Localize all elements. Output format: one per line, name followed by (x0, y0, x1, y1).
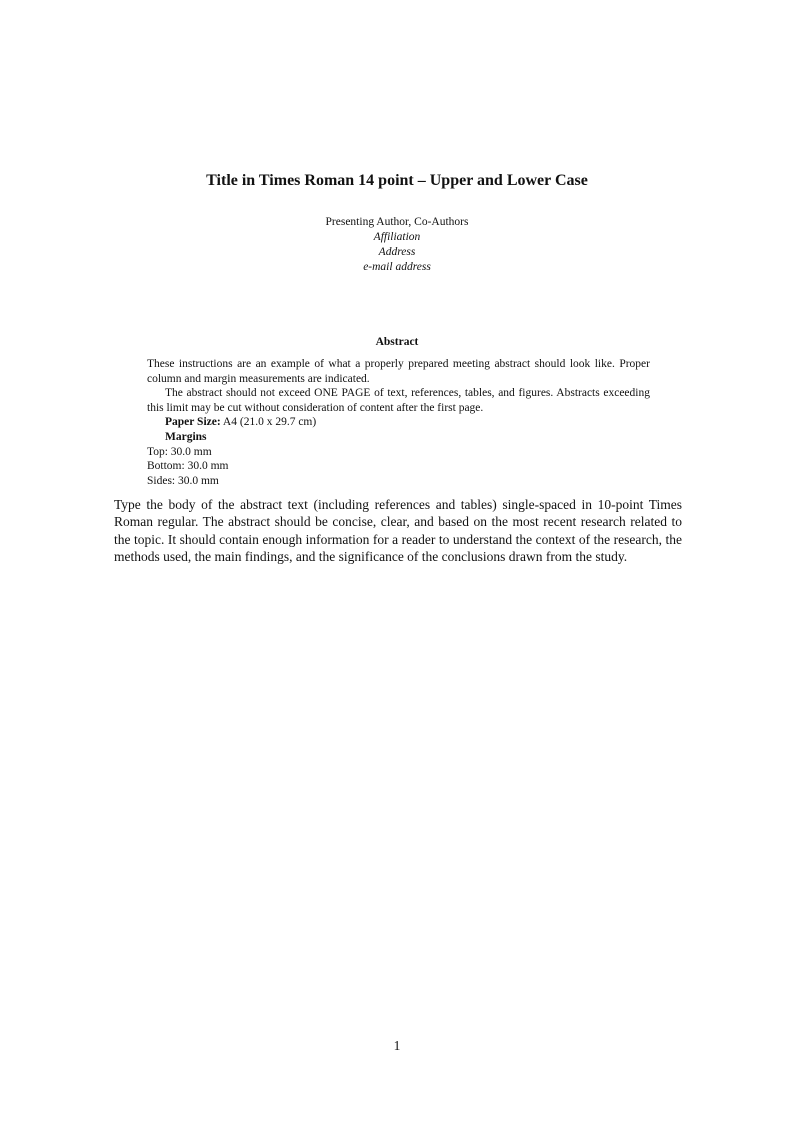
author-block (0, 215, 794, 275)
margin-bottom: Bottom: 30.0 mm (147, 460, 229, 473)
abstract-paragraph-1: These instructions are an example of what a properly prepared meeting abstract should look like. Proper column and margin measurements are indicated. (147, 358, 650, 385)
paper-size-line (147, 415, 650, 430)
author-email: e-mail address (363, 261, 431, 273)
abstract-paragraph-2: The abstract should not exceed ONE PAGE of text, references, tables, and figures. Abstracts exceeding this limit may be cut without consideration of content after the first page. (147, 387, 650, 414)
page-number: 1 (393, 1038, 401, 1053)
page-title: Title in Times Roman 14 point – Upper and Lower Case (206, 172, 588, 189)
margin-top: Top: 30.0 mm (147, 445, 212, 458)
paper-size-value: A4 (21.0 x 29.7 cm) (220, 416, 317, 429)
abstract-section (147, 357, 650, 488)
margins-label: Margins (165, 430, 207, 443)
abstract-heading: Abstract (375, 336, 419, 348)
author-names: Presenting Author, Co-Authors (325, 216, 469, 228)
author-address: Address (378, 246, 416, 258)
paper-size-label: Paper Size: (165, 416, 221, 429)
body-paragraph: Type the body of the abstract text (including references and tables) single-spaced in 10-point Times Roman regular. The abstract should be concise, clear, and based on the most recent research related to the topic. It should contain enough information for a reader to understand the context of the research, the methods used, the main findings, and the significance of the conclusions drawn from the study. (114, 497, 682, 565)
margin-sides: Sides: 30.0 mm (147, 474, 219, 487)
author-affiliation: Affiliation (373, 231, 421, 243)
